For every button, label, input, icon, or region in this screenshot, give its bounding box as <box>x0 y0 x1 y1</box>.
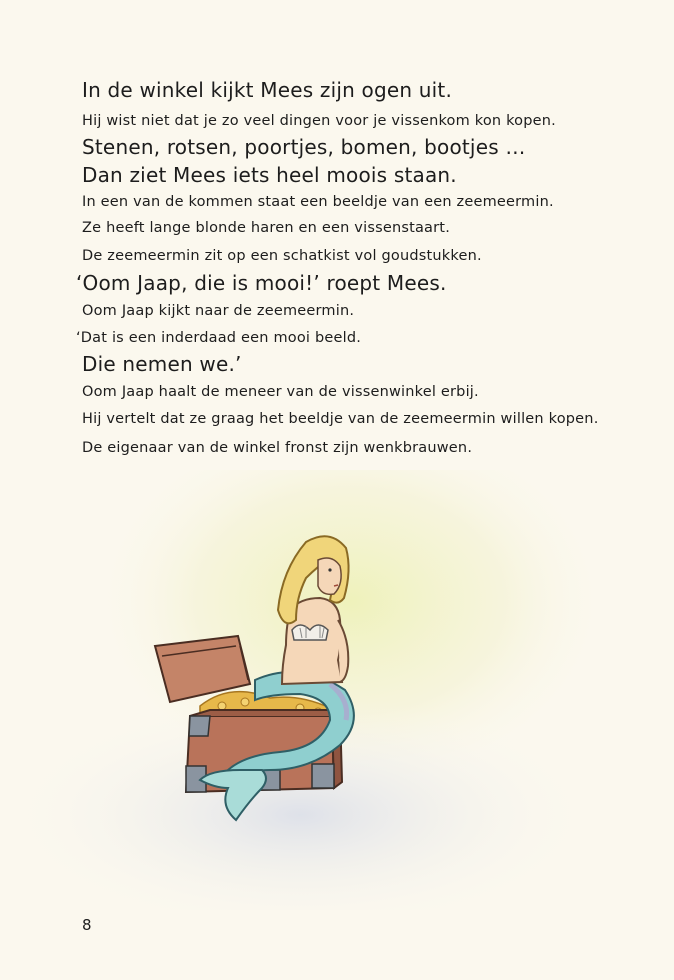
story-line: De eigenaar van de winkel fronst zijn wenkbrauwen. <box>82 440 473 456</box>
story-line: ‘Oom Jaap, die is mooi!’ roept Mees. <box>76 271 447 295</box>
story-line: Oom Jaap kijkt naar de zeemeermin. <box>82 303 355 319</box>
story-line: Hij wist niet dat je zo veel dingen voor je vissenkom kon kopen. <box>82 113 556 129</box>
story-line: Ze heeft lange blonde haren en een vissenstaart. <box>82 220 451 236</box>
story-line: In de winkel kijkt Mees zijn ogen uit. <box>82 78 453 102</box>
story-line: In een van de kommen staat een beeldje van een zeemeermin. <box>82 194 554 210</box>
story-line: Dan ziet Mees iets heel moois staan. <box>82 163 457 187</box>
story-line: ‘Dat is een inderdaad een mooi beeld. <box>76 330 362 346</box>
story-line: Hij vertelt dat ze graag het beeldje van de zeemeermin willen kopen. <box>82 411 599 427</box>
story-line: Oom Jaap haalt de meneer van de vissenwinkel erbij. <box>82 384 479 400</box>
story-line: De zeemeermin zit op een schatkist vol goudstukken. <box>82 248 482 264</box>
mermaid-face <box>318 558 341 594</box>
page-number: 8 <box>82 916 92 934</box>
story-line: Stenen, rotsen, poortjes, bomen, bootjes … <box>82 135 526 159</box>
mermaid-illustration <box>0 470 674 910</box>
story-line: Die nemen we.’ <box>82 352 242 376</box>
